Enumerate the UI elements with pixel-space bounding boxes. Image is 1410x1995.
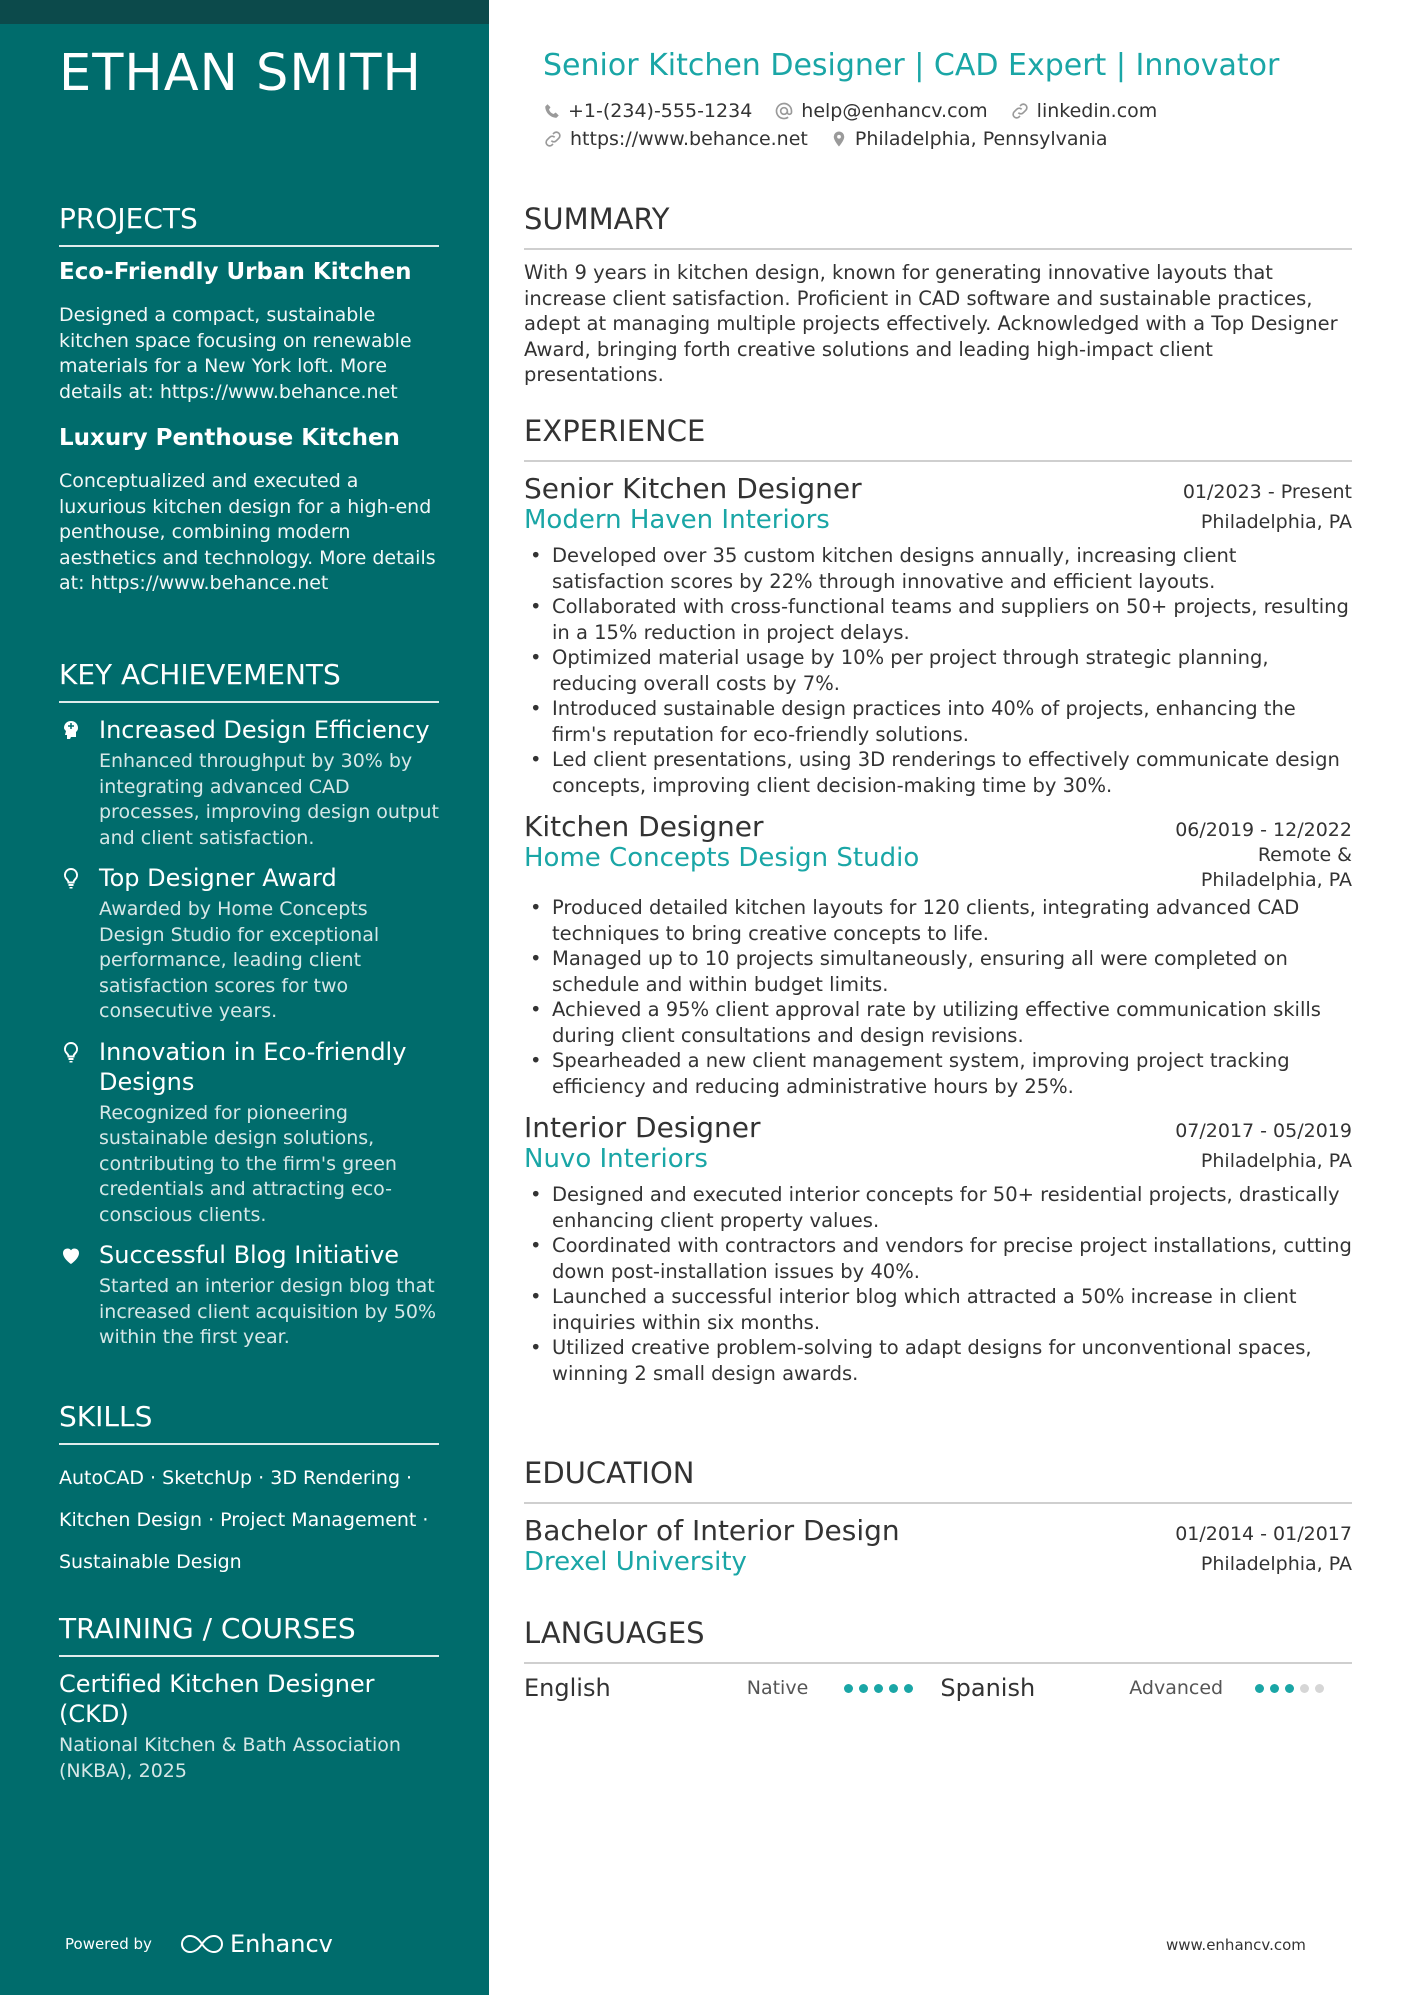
- contact-row: [543, 128, 1130, 150]
- job-bullet: • Launched a successful interior blog which attracted a 50% increase in client inquiries within six months.: [524, 1284, 1352, 1335]
- language-level: Native: [746, 1677, 809, 1699]
- job-bullet: • Developed over 35 custom kitchen designs annually, increasing client satisfaction scores by 22% through innovative and efficient layouts.: [524, 543, 1352, 594]
- job-company: Nuvo Interiors: [524, 1144, 708, 1174]
- achievement-description: Awarded by Home Concepts Design Studio for exceptional performance, leading client satisfaction scores for two consecutive years.: [99, 898, 380, 1022]
- job-location: Philadelphia, PA: [1200, 511, 1352, 533]
- achievements-section: [59, 658, 439, 1363]
- achievement-title: Top Designer Award: [99, 864, 337, 892]
- achievement-item: [59, 1240, 439, 1351]
- enhancv-logo[interactable]: [180, 1930, 333, 1958]
- job-bullet: • Achieved a 95% client approval rate by utilizing effective communication skills during client consultations and design revisions.: [524, 997, 1352, 1048]
- contact-linkedin[interactable]: [1010, 100, 1158, 122]
- skills-line: Kitchen Design · Project Management ·: [59, 1509, 429, 1531]
- project-title: Luxury Penthouse Kitchen: [59, 425, 400, 451]
- linkedin-text: linkedin.com: [1036, 100, 1158, 122]
- projects-section: [59, 202, 439, 617]
- language-level: Advanced: [1129, 1677, 1224, 1699]
- job-company: Modern Haven Interiors: [524, 505, 830, 535]
- language-proficiency-dots: [844, 1684, 941, 1693]
- course-organization: National Kitchen & Bath Association (NKBA), 2025: [59, 1734, 401, 1782]
- job-entry: [524, 810, 1352, 1099]
- lightbulb-icon: [59, 1040, 83, 1064]
- experience-heading: EXPERIENCE: [524, 414, 1352, 462]
- headline: Senior Kitchen Designer | CAD Expert | Innovator: [543, 48, 1280, 83]
- enhancv-logo-icon: [180, 1933, 224, 1955]
- sidebar: [0, 0, 489, 1995]
- languages-row: [524, 1674, 1352, 1702]
- summary-section: [524, 202, 1352, 388]
- job-bullet: • Designed and executed interior concepts for 50+ residential projects, drastically enhancing client property values.: [524, 1182, 1352, 1233]
- job-location: [1201, 843, 1352, 893]
- contact-row: [543, 100, 1179, 122]
- contact-phone[interactable]: [543, 100, 752, 122]
- languages-section: [524, 1616, 1352, 1702]
- project-description: Conceptualized and executed a luxurious kitchen design for a high-end penthouse, combining modern aesthetics and technology. More details at: https://www.behance.net: [59, 470, 436, 594]
- candidate-name: ETHAN SMITH: [59, 44, 422, 103]
- skills-line: AutoCAD · SketchUp · 3D Rendering ·: [59, 1467, 413, 1489]
- lightbulb-icon: [59, 866, 83, 890]
- school-name: Drexel University: [524, 1547, 747, 1577]
- summary-heading: SUMMARY: [524, 202, 1352, 250]
- job-location-line: Remote &: [1257, 844, 1352, 866]
- job-title: Senior Kitchen Designer: [524, 472, 862, 505]
- powered-by-label: Powered by: [65, 1935, 152, 1953]
- achievement-description: Started an interior design blog that increased client acquisition by 50% within the first year.: [99, 1275, 437, 1348]
- course-title: Certified Kitchen Designer (CKD): [59, 1670, 375, 1728]
- proficiency-dot-filled: [1270, 1684, 1279, 1693]
- job-location-line: Philadelphia, PA: [1200, 869, 1352, 891]
- proficiency-dot-filled: [889, 1684, 898, 1693]
- skills-line: Sustainable Design: [59, 1551, 242, 1573]
- education-dates: 01/2014 - 01/2017: [1175, 1523, 1352, 1545]
- language-proficiency-dots: [1255, 1684, 1352, 1693]
- location-text: Philadelphia, Pennsylvania: [854, 128, 1108, 150]
- job-title: Interior Designer: [524, 1111, 761, 1144]
- achievement-description: Recognized for pioneering sustainable design solutions, contributing to the firm's green credentials and attracting eco-conscious clients.: [99, 1101, 397, 1226]
- proficiency-dot-filled: [1285, 1684, 1294, 1693]
- achievement-title: Increased Design Efficiency: [99, 716, 430, 744]
- contact-email[interactable]: [774, 100, 987, 122]
- projects-heading: PROJECTS: [59, 202, 439, 247]
- summary-text: With 9 years in kitchen design, known for generating innovative layouts that increase client satisfaction. Proficient in CAD software and sustainable practices, adept at managing multiple projects effectively. Acknowledged with a Top Designer Award, bringing forth creative solutions and leading high-impact client presentations.: [524, 261, 1338, 386]
- job-dates: 07/2017 - 05/2019: [1175, 1120, 1352, 1142]
- proficiency-dot-filled: [904, 1684, 913, 1693]
- achievement-item: [59, 863, 439, 1025]
- degree-title: Bachelor of Interior Design: [524, 1514, 900, 1547]
- achievement-item: [59, 715, 439, 851]
- proficiency-dot-empty: [1315, 1684, 1324, 1693]
- achievement-title: Innovation in Eco-friendly Designs: [99, 1037, 407, 1096]
- language-name: Spanish: [940, 1674, 1036, 1702]
- job-dates: 01/2023 - Present: [1182, 481, 1352, 503]
- job-bullet: • Spearheaded a new client management system, improving project tracking efficiency and reducing administrative hours by 25%.: [524, 1048, 1352, 1099]
- website-text: https://www.behance.net: [570, 128, 808, 150]
- achievement-title: Successful Blog Initiative: [99, 1241, 400, 1269]
- job-bullet: • Managed up to 10 projects simultaneously, ensuring all were completed on schedule and within budget limits.: [524, 946, 1352, 997]
- education-section: [524, 1456, 1352, 1577]
- school-location: Philadelphia, PA: [1200, 1553, 1352, 1575]
- experience-section: [524, 414, 1352, 1398]
- proficiency-dot-filled: [859, 1684, 868, 1693]
- phone-icon: [543, 102, 561, 120]
- skills-heading: SKILLS: [59, 1400, 439, 1445]
- job-bullets: [524, 1182, 1352, 1386]
- languages-heading: LANGUAGES: [524, 1616, 1352, 1664]
- training-heading: TRAINING / COURSES: [59, 1612, 439, 1657]
- project-title: Eco-Friendly Urban Kitchen: [59, 259, 412, 285]
- job-bullet: • Optimized material usage by 10% per project through strategic planning, reducing overall costs by 7%.: [524, 645, 1352, 696]
- job-title: Kitchen Designer: [524, 810, 764, 843]
- achievements-heading: KEY ACHIEVEMENTS: [59, 658, 439, 703]
- job-bullets: [524, 543, 1352, 798]
- job-bullet: • Coordinated with contractors and vendors for precise project installations, cutting down post-installation issues by 40%.: [524, 1233, 1352, 1284]
- sidebar-top-band: [0, 0, 489, 24]
- contact-location: [830, 128, 1108, 150]
- achievement-description: Enhanced throughput by 30% by integrating advanced CAD processes, improving design output and client satisfaction.: [99, 750, 439, 849]
- proficiency-dot-filled: [1255, 1684, 1264, 1693]
- proficiency-dot-empty: [1300, 1684, 1309, 1693]
- email-text: help@enhancv.com: [801, 100, 988, 122]
- job-entry: [524, 472, 1352, 798]
- proficiency-dot-filled: [874, 1684, 883, 1693]
- brain-icon: [59, 718, 83, 742]
- education-heading: EDUCATION: [524, 1456, 1352, 1504]
- at-icon: [774, 101, 794, 121]
- phone-text: +1-(234)-555-1234: [568, 100, 753, 122]
- job-bullets: [524, 895, 1352, 1099]
- contact-website[interactable]: [543, 128, 808, 150]
- enhancv-brand: Enhancv: [229, 1930, 333, 1958]
- heart-icon: [59, 1243, 83, 1267]
- footer-url[interactable]: www.enhancv.com: [1166, 1936, 1306, 1954]
- job-bullet: • Utilized creative problem-solving to adapt designs for unconventional spaces, winning 2 small design awards.: [524, 1335, 1352, 1386]
- project-description: Designed a compact, sustainable kitchen space focusing on renewable materials for a New York loft. More details at: https://www.behance.net: [59, 304, 412, 403]
- proficiency-dot-filled: [844, 1684, 853, 1693]
- job-bullet: • Introduced sustainable design practices into 40% of projects, enhancing the firm's reputation for eco-friendly solutions.: [524, 696, 1352, 747]
- job-location: Philadelphia, PA: [1200, 1150, 1352, 1172]
- achievement-item: [59, 1037, 439, 1229]
- job-bullet: • Led client presentations, using 3D renderings to effectively communicate design concepts, improving client decision-making time by 30%.: [524, 747, 1352, 798]
- job-bullet: • Produced detailed kitchen layouts for 120 clients, integrating advanced CAD techniques to bring creative concepts to life.: [524, 895, 1352, 946]
- training-section: [59, 1612, 439, 1784]
- job-entry: [524, 1111, 1352, 1386]
- skills-section: [59, 1400, 439, 1583]
- job-company: Home Concepts Design Studio: [524, 843, 920, 873]
- language-name: English: [524, 1674, 611, 1702]
- job-dates: 06/2019 - 12/2022: [1175, 819, 1352, 841]
- location-pin-icon: [830, 129, 848, 149]
- link-icon: [543, 129, 563, 149]
- link-icon: [1010, 101, 1030, 121]
- powered-by: [65, 1930, 333, 1958]
- job-bullet: • Collaborated with cross-functional teams and suppliers on 50+ projects, resulting in a 15% reduction in project delays.: [524, 594, 1352, 645]
